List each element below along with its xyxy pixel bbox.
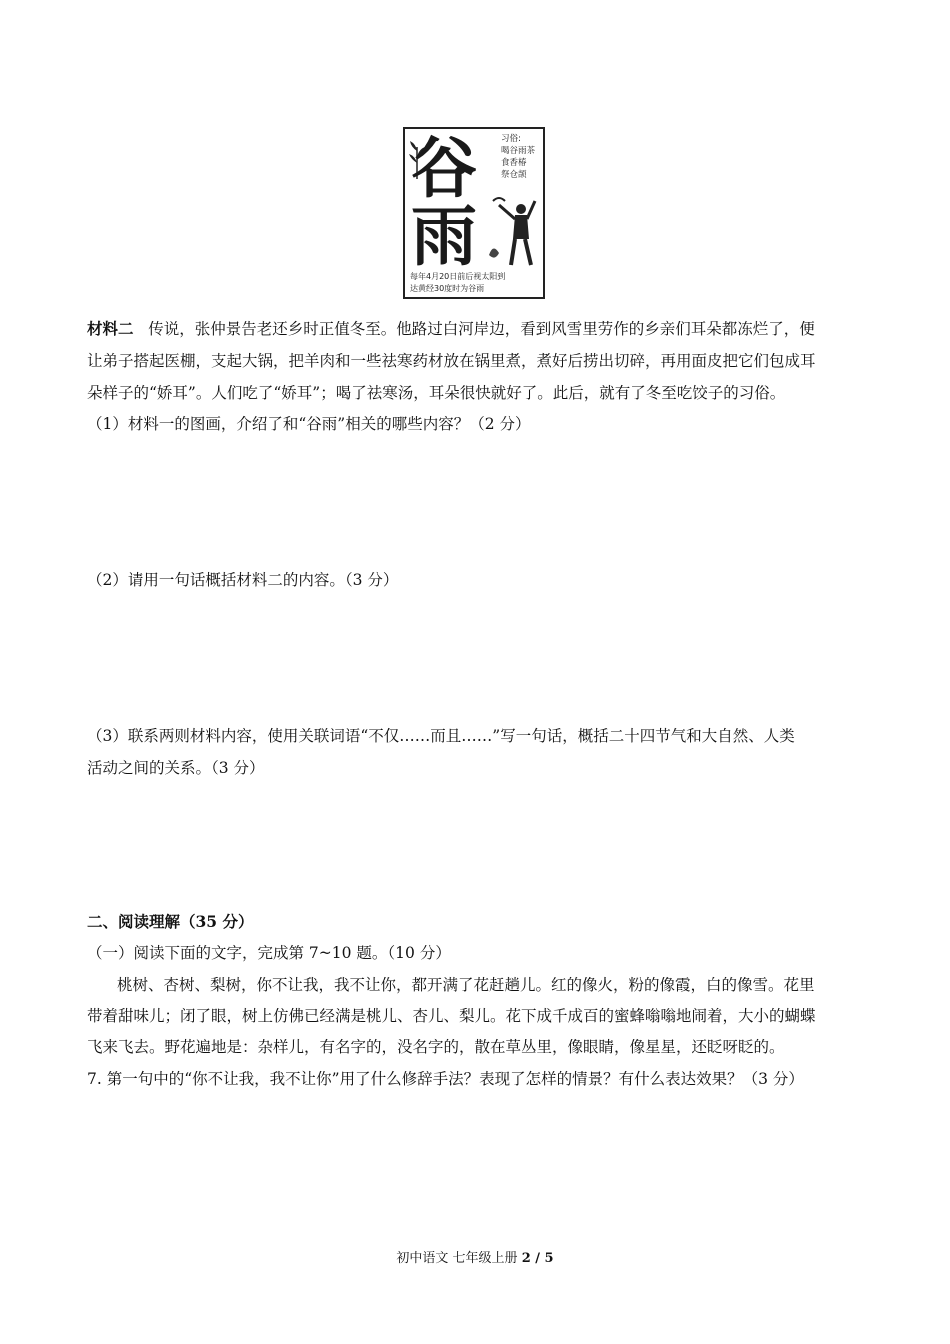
custom-line: 习俗: bbox=[501, 134, 521, 144]
farmer-figure-icon bbox=[485, 195, 543, 267]
custom-line: 食香椿 bbox=[501, 158, 527, 168]
caption-line: 每年4月20日前后视太阳到 bbox=[410, 272, 506, 281]
question-2: （2）请用一句话概括材料二的内容。（3 分） bbox=[87, 571, 399, 589]
section-2-sub-1: （一）阅读下面的文字，完成第 7~10 题。（10 分） bbox=[87, 944, 451, 962]
poster-char-gu: 谷 bbox=[411, 129, 475, 207]
footer-text: 初中语文 七年级上册 bbox=[396, 1251, 522, 1266]
custom-line: 祭仓颉 bbox=[501, 170, 527, 180]
question-3-line-2: 活动之间的关系。（3 分） bbox=[87, 759, 265, 777]
material2-label: 材料二 bbox=[87, 319, 134, 338]
passage-line-1: 桃树、杏树、梨树，你不让我，我不让你，都开满了花赶趟儿。红的像火，粉的像霞，白的像雪。花里 bbox=[117, 976, 815, 994]
custom-line: 喝谷雨茶 bbox=[501, 146, 536, 156]
material2-text: 传说，张仲景告老还乡时正值冬至。他路过白河岸边，看到风雪里劳作的乡亲们耳朵都冻烂了，便 bbox=[148, 320, 815, 338]
guyu-poster bbox=[403, 127, 545, 299]
poster-caption bbox=[410, 271, 542, 295]
question-1: （1）材料一的图画，介绍了和“谷雨”相关的哪些内容？（2 分） bbox=[87, 415, 531, 433]
passage-line-3: 飞来飞去。野花遍地是：杂样儿，有名字的，没名字的，散在草丛里，像眼睛，像星星，还眨呀眨的。 bbox=[87, 1038, 785, 1056]
page-number: 2 / 5 bbox=[521, 1251, 554, 1266]
material2-line-3: 朵样子的“娇耳”。人们吃了“娇耳”；喝了祛寒汤，耳朵很快就好了。此后，就有了冬至吃饺子的习俗。 bbox=[87, 384, 786, 402]
question-3-line-1: （3）联系两则材料内容，使用关联词语“不仅……而且……”写一句话，概括二十四节气和大自然、人类 bbox=[87, 727, 795, 745]
question-7: 7. 第一句中的“你不让我，我不让你”用了什么修辞手法？表现了怎样的情景？有什么表达效果？（3 分） bbox=[87, 1070, 804, 1088]
page-footer bbox=[0, 1247, 950, 1266]
poster-customs bbox=[501, 133, 545, 181]
poster-char-yu: 雨 bbox=[411, 197, 475, 275]
material2-line-1 bbox=[87, 319, 815, 339]
material2-line-2: 让弟子搭起医棚，支起大锅，把羊肉和一些祛寒药材放在锅里煮，煮好后捞出切碎，再用面皮把它们包成耳 bbox=[87, 352, 816, 370]
caption-line: 达黄经30度时为谷雨 bbox=[410, 284, 485, 293]
passage-line-2: 带着甜味儿；闭了眼，树上仿佛已经满是桃儿、杏儿、梨儿。花下成千成百的蜜蜂嗡嗡地闹着，大小的蝴蝶 bbox=[87, 1007, 816, 1025]
section-2-heading: 二、阅读理解（35 分） bbox=[87, 912, 254, 931]
